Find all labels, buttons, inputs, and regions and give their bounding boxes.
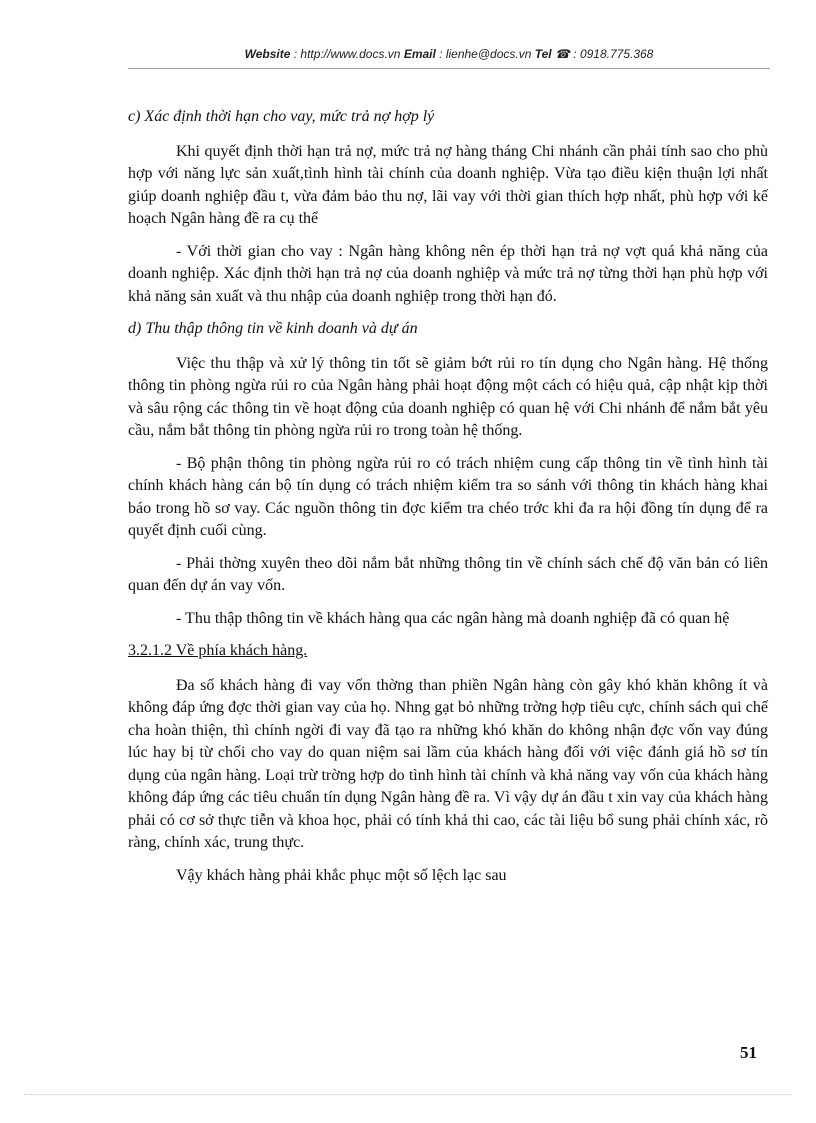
page-number: 51 bbox=[740, 1043, 757, 1062]
website-label: Website bbox=[244, 47, 291, 61]
tel-value: : 0918.775.368 bbox=[569, 47, 654, 61]
paragraph-5: - Phải thờng xuyên theo dõi nắm bắt những thông tin về chính sách chế độ văn bản có liên quan đến dự án vay vốn. bbox=[128, 554, 768, 594]
website-value: : http://www.docs.vn bbox=[290, 47, 404, 61]
paragraph-2: - Với thời gian cho vay : Ngân hàng không nên ép thời hạn trả nợ vợt quá khả năng của doanh nghiệp. Xác định thời hạn trả nợ của doanh nghiệp và mức trả nợ từng thời hạn phù hợp với khả năng sản xuất và thu nhập của doanh nghiệp trong thời hạn đó. bbox=[128, 242, 768, 305]
document-body bbox=[128, 106, 768, 897]
paragraph-8: Vậy khách hàng phải khắc phục một số lệch lạc sau bbox=[176, 866, 507, 884]
section-heading: 3.2.1.2 Về phía khách hàng. bbox=[128, 642, 308, 659]
tel-label: Tel bbox=[534, 47, 552, 61]
heading-d: d) Thu thập thông tin về kinh doanh và dự án bbox=[128, 320, 418, 337]
header-divider bbox=[128, 68, 770, 69]
paragraph-3: Việc thu thập và xử lý thông tin tốt sẽ giảm bớt rủi ro tín dụng cho Ngân hàng. Hệ thống thông tin phòng ngừa rủi ro của Ngân hàng phải hoạt động một cách có hiệu quả, cập nhật kịp thời và sâu rộng các thông tin về hoạt động của doanh nghiệp có quan hệ với Chi nhánh để nắm bắt yêu cầu, nắm bắt thông tin phòng ngừa rủi ro trong toàn hệ thống. bbox=[128, 354, 768, 439]
phone-icon: ☎ bbox=[554, 47, 570, 61]
paragraph-1: Khi quyết định thời hạn trả nợ, mức trả nợ hàng tháng Chi nhánh cần phải tính sao cho phù hợp với năng lực sản xuất,tình hình tài chính của doanh nghiệp. Vừa tạo điều kiện thuận lợi nhất giúp doanh nghiệp đầu t, vừa đảm bảo thu nợ, lãi vay với thời gian thích hợp nhất, phù hợp với kế hoạch Ngân hàng đề ra cụ thể bbox=[128, 142, 768, 227]
page-header bbox=[128, 47, 770, 61]
footer-divider bbox=[24, 1094, 792, 1095]
email-value: : lienhe@docs.vn bbox=[435, 47, 535, 61]
paragraph-4: - Bộ phận thông tin phòng ngừa rủi ro có trách nhiệm cung cấp thông tin về tình hình tài chính khách hàng cán bộ tín dụng có trách nhiệm kiểm tra so sánh với thông tin khách hàng khai báo trong hồ sơ vay. Các nguồn thông tin đợc kiểm tra chéo trớc khi đa ra hội đồng tín dụng để ra quyết định cuối cùng. bbox=[128, 454, 768, 539]
paragraph-7: Đa số khách hàng đi vay vốn thờng than phiền Ngân hàng còn gây khó khăn không ít và không đáp ứng đợc thời gian vay của họ. Nhng gạt bỏ những trờng hợp tiêu cực, chính sách qui chế cha hoàn thiện, thì chính ngời đi vay đã tạo ra những khó khăn do không nhận đợc vốn vay đúng lúc hay bị từ chối cho vay do quan niệm sai lầm của khách hàng đối với việc đánh giá hồ sơ tín dụng của ngân hàng. Loại trừ trờng hợp do tình hình tài chính và khả năng vay vốn của khách hàng không đáp ứng các tiêu chuẩn tín dụng Ngân hàng đề ra. Vì vậy dự án đầu t xin vay của khách hàng phải có cơ sở thực tiễn và khoa học, phải có tính khả thi cao, các tài liệu bổ sung phải chính xác, rõ ràng, chính xác, trung thực. bbox=[128, 676, 768, 851]
email-label: Email bbox=[403, 47, 436, 61]
paragraph-6: - Thu thập thông tin về khách hàng qua các ngân hàng mà doanh nghiệp đã có quan hệ bbox=[176, 609, 730, 627]
heading-c: c) Xác định thời hạn cho vay, mức trả nợ hợp lý bbox=[128, 108, 435, 125]
